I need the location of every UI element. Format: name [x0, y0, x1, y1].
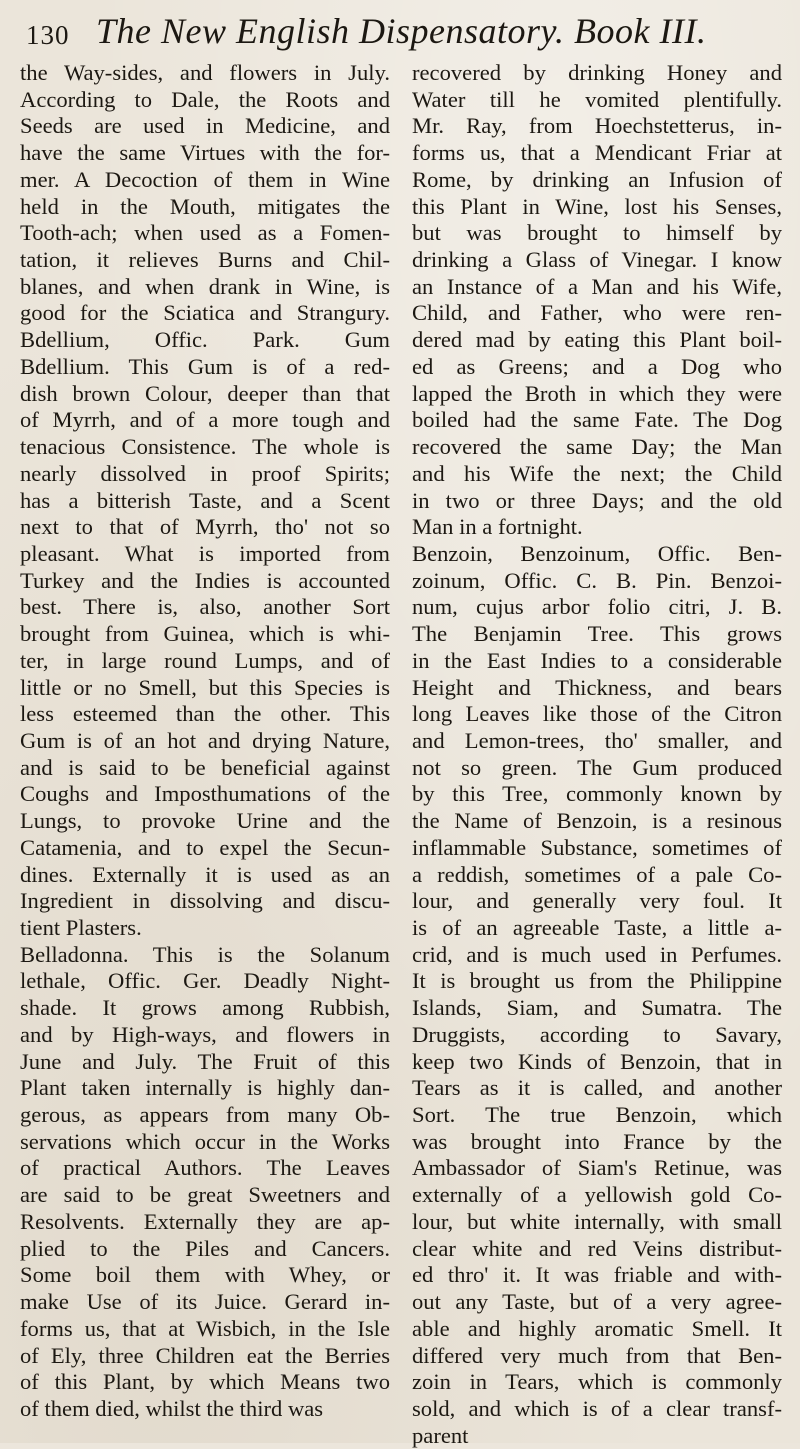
text-line: of Myrrh, and of a more tough and: [20, 407, 390, 433]
text-line: Bdellium. This Gum is of a red-: [20, 353, 390, 379]
text-line: dines. Externally it is used as an: [20, 861, 390, 887]
text-line: little or no Smell, but this Species is: [20, 674, 390, 700]
text-line: out any Taste, but of a very agree-: [412, 1289, 782, 1315]
text-line: boiled had the same Fate. The Dog: [412, 407, 782, 433]
text-line: is of an agreeable Taste, a little a-: [412, 915, 782, 940]
text-line: have the same Virtues with the for-: [20, 140, 390, 166]
text-line: lour, and generally very foul. It: [412, 888, 782, 914]
text-line: and by High-ways, and flowers in: [20, 1021, 390, 1047]
text-line: sold, and which is of a clear transf-: [412, 1395, 782, 1421]
text-line: gerous, as appears from many Ob-: [20, 1102, 390, 1128]
text-line: Seeds are used in Medicine, and: [20, 113, 390, 139]
text-line: Islands, Siam, and Sumatra. The: [412, 995, 782, 1021]
text-line: According to Dale, the Roots and: [20, 86, 390, 112]
page-number: 130: [26, 20, 70, 50]
text-line: best. There is, also, another Sort: [20, 594, 390, 620]
text-line: differed very much from that Ben-: [412, 1342, 782, 1368]
text-line: Tooth-ach; when used as a Fomen-: [20, 220, 390, 246]
text-line: clear white and red Veins distribut-: [412, 1235, 782, 1261]
text-line: held in the Mouth, mitigates the: [20, 193, 390, 219]
text-line: dish brown Colour, deeper than that: [20, 380, 390, 406]
text-line: of them died, whilst the third was: [20, 1395, 324, 1421]
text-line: pleasant. What is imported from: [20, 540, 390, 566]
text-line: Sort. The true Benzoin, which: [412, 1102, 782, 1128]
text-line: brought from Guinea, which is whi-: [20, 621, 390, 647]
text-line: drinking a Glass of Vinegar. I know: [412, 247, 782, 273]
text-line: an Instance of a Man and his Wife,: [412, 273, 782, 299]
text-line: Gum is of an hot and drying Nature,: [20, 727, 390, 753]
text-line: long Leaves like those of the Citron: [412, 701, 782, 727]
text-line: Ingredient in dissolving and discu-: [20, 888, 390, 914]
text-line: Some boil them with Whey, or: [20, 1262, 390, 1288]
text-line: lour, but white internally, with small: [412, 1208, 782, 1234]
text-line: tation, it relieves Burns and Chil-: [20, 247, 390, 273]
text-line: tient Plasters.: [20, 915, 142, 940]
text-line: servations which occur in the Works: [20, 1128, 390, 1154]
left-text-column: [20, 60, 390, 1423]
text-line: was brought into France by the: [412, 1128, 782, 1154]
text-line: has a bitterish Taste, and a Scent: [20, 487, 390, 513]
text-line: shade. It grows among Rubbish,: [20, 995, 390, 1021]
text-line: Mr. Ray, from Hoechstetterus, in-: [412, 113, 782, 139]
text-line: of Ely, three Children eat the Berries: [20, 1342, 390, 1368]
text-line: ed thro' it. It was friable and with-: [412, 1262, 782, 1288]
text-line: recovered the same Day; the Man: [412, 434, 782, 460]
text-line: in two or three Days; and the old: [412, 487, 782, 513]
text-line: Catamenia, and to expel the Secun-: [20, 834, 390, 860]
text-line: Ambassador of Siam's Retinue, was: [412, 1155, 782, 1181]
text-line: this Plant in Wine, lost his Senses,: [412, 193, 782, 219]
text-line: good for the Sciatica and Strangury.: [20, 300, 390, 326]
text-line: Lungs, to provoke Urine and the: [20, 808, 390, 834]
text-line: lethale, Offic. Ger. Deadly Night-: [20, 968, 390, 994]
text-line: less esteemed than the other. This: [20, 701, 390, 727]
text-line: make Use of its Juice. Gerard in-: [20, 1289, 390, 1315]
text-line: dered mad by eating this Plant boil-: [412, 327, 782, 353]
text-line: plied to the Piles and Cancers.: [20, 1235, 390, 1261]
text-line: Child, and Father, who were ren-: [412, 300, 782, 326]
text-line: of this Plant, by which Means two: [20, 1369, 390, 1395]
text-line: of practical Authors. The Leaves: [20, 1155, 390, 1181]
text-line: but was brought to himself by: [412, 220, 782, 246]
text-line: mer. A Decoction of them in Wine: [20, 166, 390, 192]
text-line: parent: [412, 1422, 469, 1448]
text-line: forms us, that a Mendicant Friar at: [412, 140, 782, 166]
running-title: The New English Dispensatory. Book III.: [96, 11, 707, 51]
right-text-column: [412, 60, 782, 1449]
text-line: Height and Thickness, and bears: [412, 674, 782, 700]
text-line: and his Wife the next; the Child: [412, 460, 782, 486]
text-line: num, cujus arbor folio citri, J. B.: [412, 594, 782, 620]
text-line: the Way-sides, and flowers in July.: [20, 60, 390, 85]
text-line: It is brought us from the Philippine: [412, 968, 782, 994]
text-line: ter, in large round Lumps, and of: [20, 647, 390, 673]
text-line: and is said to be beneficial against: [20, 754, 390, 780]
text-line: ed as Greens; and a Dog who: [412, 353, 782, 379]
text-line: are said to be great Sweetners and: [20, 1182, 390, 1208]
text-line: Rome, by drinking an Infusion of: [412, 166, 782, 192]
running-head: [26, 6, 786, 58]
text-line: Benzoin, Benzoinum, Offic. Ben-: [412, 540, 782, 566]
text-line: inflammable Substance, sometimes of: [412, 834, 782, 860]
text-line: externally of a yellowish gold Co-: [412, 1182, 782, 1208]
text-line: crid, and is much used in Perfumes.: [412, 941, 782, 967]
text-line: Druggists, according to Savary,: [412, 1021, 782, 1047]
text-line: Bdellium, Offic. Park. Gum: [20, 327, 390, 353]
text-line: recovered by drinking Honey and: [412, 60, 782, 85]
text-line: Resolvents. Externally they are ap-: [20, 1208, 390, 1234]
text-line: and Lemon-trees, tho' smaller, and: [412, 727, 782, 753]
text-line: Water till he vomited plentifully.: [412, 86, 782, 112]
text-line: The Benjamin Tree. This grows: [412, 621, 782, 647]
text-line: zoinum, Offic. C. B. Pin. Benzoi-: [412, 567, 782, 593]
text-line: the Name of Benzoin, is a resinous: [412, 808, 782, 834]
text-line: June and July. The Fruit of this: [20, 1048, 390, 1074]
text-line: Tears as it is called, and another: [412, 1075, 782, 1101]
text-line: blanes, and when drank in Wine, is: [20, 273, 390, 299]
text-line: a reddish, sometimes of a pale Co-: [412, 861, 782, 887]
text-line: able and highly aromatic Smell. It: [412, 1315, 782, 1341]
text-line: keep two Kinds of Benzoin, that in: [412, 1048, 782, 1074]
text-line: tenacious Consistence. The whole is: [20, 434, 390, 460]
text-line: Belladonna. This is the Solanum: [20, 941, 390, 967]
text-line: Turkey and the Indies is accounted: [20, 567, 390, 593]
text-line: zoin in Tears, which is commonly: [412, 1369, 782, 1395]
text-line: in the East Indies to a considerable: [412, 647, 782, 673]
text-line: lapped the Broth in which they were: [412, 380, 782, 406]
text-line: by this Tree, commonly known by: [412, 781, 782, 807]
text-line: forms us, that at Wisbich, in the Isle: [20, 1315, 390, 1341]
text-line: Man in a fortnight.: [412, 514, 583, 540]
text-line: not so green. The Gum produced: [412, 754, 782, 780]
text-line: next to that of Myrrh, tho' not so: [20, 514, 390, 540]
text-line: Coughs and Imposthumations of the: [20, 781, 390, 807]
text-line: Plant taken internally is highly dan-: [20, 1075, 390, 1101]
text-line: nearly dissolved in proof Spirits;: [20, 460, 390, 486]
